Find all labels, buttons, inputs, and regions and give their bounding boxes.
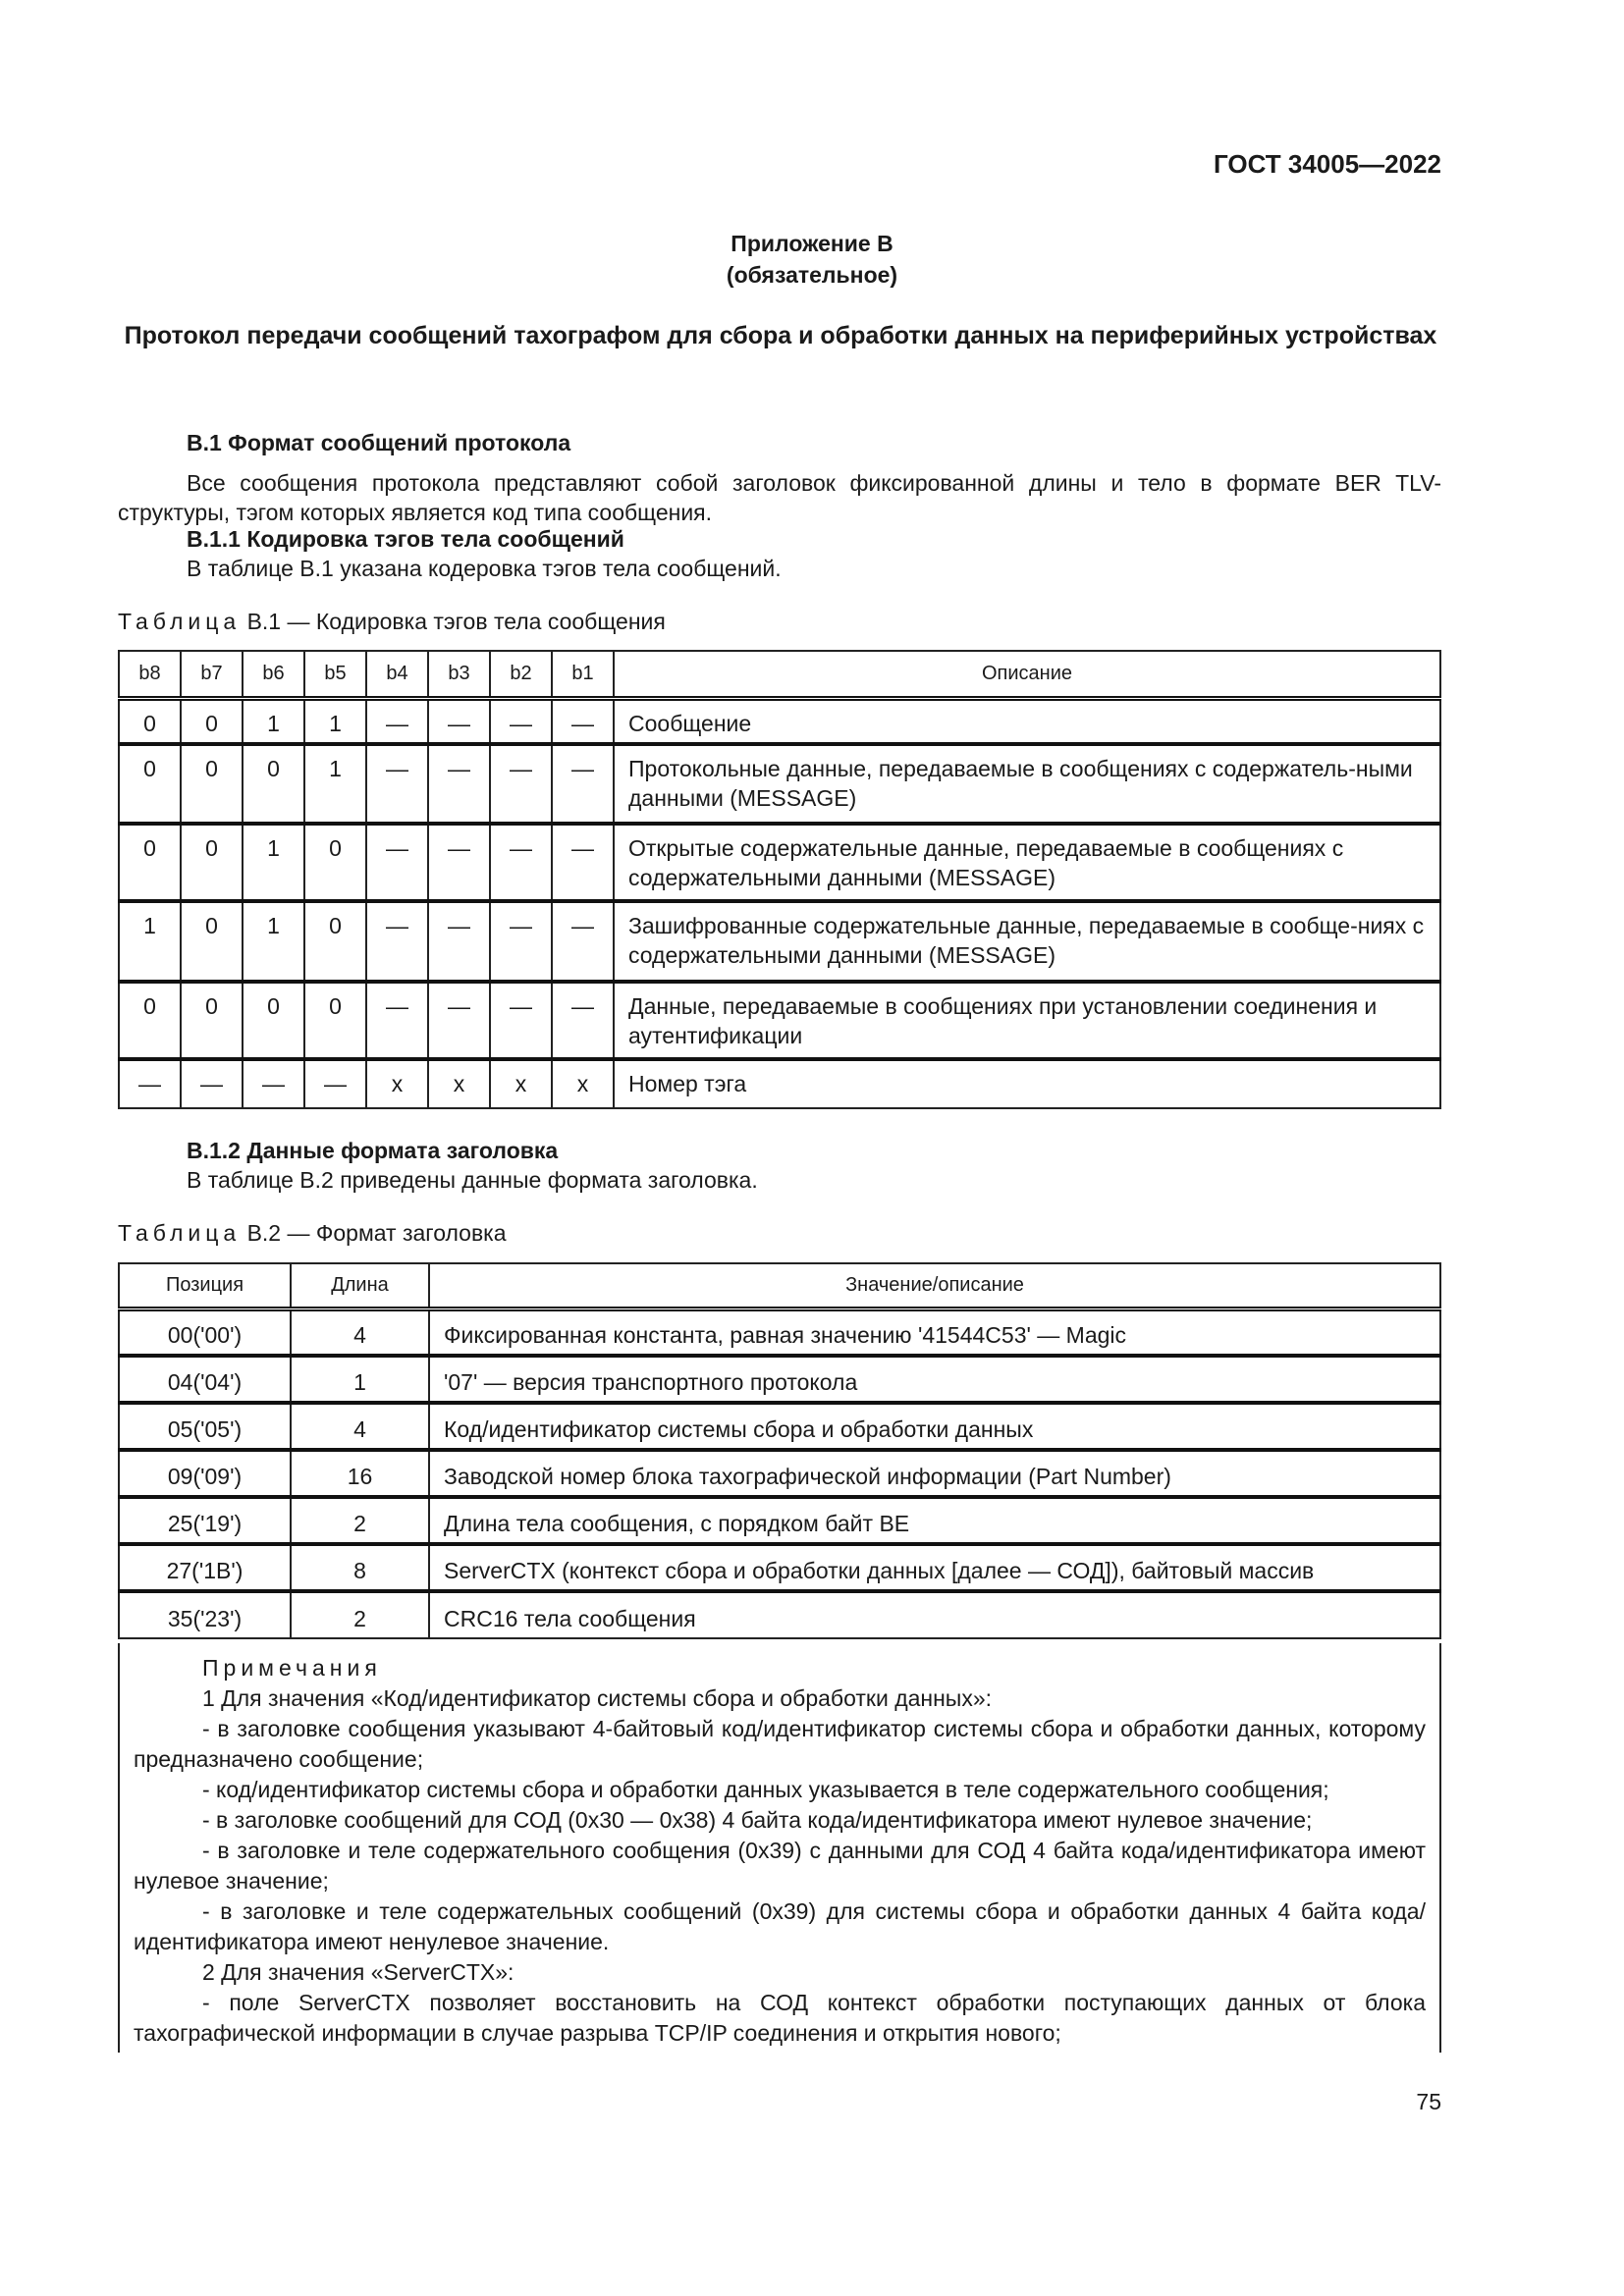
table-header-row bbox=[119, 1263, 1440, 1308]
bit-cell: 0 bbox=[181, 744, 243, 824]
bit-cell: — bbox=[366, 982, 428, 1059]
bit-cell: — bbox=[366, 744, 428, 824]
bit-cell: 0 bbox=[119, 824, 181, 901]
position-cell: 27('1B') bbox=[119, 1544, 291, 1591]
bit-cell: 0 bbox=[243, 744, 304, 824]
bit-cell: 0 bbox=[304, 982, 366, 1059]
description-cell: Номер тэга bbox=[614, 1059, 1440, 1108]
table2-caption-text: В.2 — Формат заголовка bbox=[246, 1220, 507, 1246]
bit-cell: 0 bbox=[181, 698, 243, 744]
note-line: - в заголовке сообщения указывают 4-байтовый код/идентификатор системы сбора и обработки данных, которому предназначено сообщение; bbox=[134, 1716, 1426, 1772]
bit-cell: 0 bbox=[181, 982, 243, 1059]
value-cell: Фиксированная константа, равная значению '41544C53' — Magic bbox=[429, 1308, 1440, 1356]
bit-cell: x bbox=[490, 1059, 552, 1108]
bit-cell: 0 bbox=[243, 982, 304, 1059]
description-cell: Открытые содержательные данные, передаваемые в сообщениях с содержательными данными (MESSAGE) bbox=[614, 824, 1440, 901]
section-b12-text: В таблице В.2 приведены данные формата заголовка. bbox=[187, 1167, 758, 1193]
column-header: Длина bbox=[291, 1263, 429, 1308]
bit-cell: 1 bbox=[243, 901, 304, 982]
bit-cell: x bbox=[366, 1059, 428, 1108]
note-line: - поле ServerCTX позволяет восстановить на СОД контекст обработки поступающих данных от блока тахографической информации в случае разрыва TCP/IP соединения и открытия нового; bbox=[134, 1990, 1426, 2046]
description-cell: Сообщение bbox=[614, 698, 1440, 744]
bit-cell: — bbox=[552, 824, 614, 901]
bit-cell: — bbox=[490, 901, 552, 982]
document-standard-header: ГОСТ 34005—2022 bbox=[1214, 149, 1441, 179]
bit-cell: — bbox=[366, 698, 428, 744]
column-header: Описание bbox=[614, 651, 1440, 698]
bit-cell: 0 bbox=[304, 901, 366, 982]
bit-cell: — bbox=[552, 982, 614, 1059]
bit-cell: — bbox=[490, 824, 552, 901]
position-cell: 09('09') bbox=[119, 1450, 291, 1497]
bit-cell: — bbox=[490, 982, 552, 1059]
description-cell: Данные, передаваемые в сообщениях при установлении соединения и аутентификации bbox=[614, 982, 1440, 1059]
bit-cell: x bbox=[552, 1059, 614, 1108]
section-b12-heading: В.1.2 Данные формата заголовка bbox=[187, 1138, 559, 1163]
bit-cell: — bbox=[119, 1059, 181, 1108]
bit-cell: — bbox=[428, 824, 490, 901]
table1-caption bbox=[118, 607, 1441, 636]
column-header: Значение/описание bbox=[429, 1263, 1440, 1308]
bit-cell: x bbox=[428, 1059, 490, 1108]
bit-cell: — bbox=[304, 1059, 366, 1108]
section-b1-text: Все сообщения протокола представляют собой заголовок фиксированной длины и тело в формате BER TLV-структуры, тэгом которых является код типа сообщения. bbox=[118, 470, 1441, 525]
bit-cell: — bbox=[428, 901, 490, 982]
bit-cell: — bbox=[243, 1059, 304, 1108]
column-header: b4 bbox=[366, 651, 428, 698]
tag-encoding-table bbox=[118, 650, 1441, 1109]
bit-cell: — bbox=[366, 901, 428, 982]
appendix-title: Приложение В bbox=[731, 231, 893, 256]
length-cell: 4 bbox=[291, 1403, 429, 1450]
column-header: b2 bbox=[490, 651, 552, 698]
column-header: b1 bbox=[552, 651, 614, 698]
column-header: b8 bbox=[119, 651, 181, 698]
section-b1-heading: В.1 Формат сообщений протокола bbox=[187, 430, 571, 455]
position-cell: 00('00') bbox=[119, 1308, 291, 1356]
length-cell: 2 bbox=[291, 1591, 429, 1638]
value-cell: Заводской номер блока тахографической информации (Part Number) bbox=[429, 1450, 1440, 1497]
description-cell: Зашифрованные содержательные данные, передаваемые в сообще-ниях с содержательными данными (MESSAGE) bbox=[614, 901, 1440, 982]
note-line: - код/идентификатор системы сбора и обработки данных указывается в теле содержательного сообщения; bbox=[202, 1777, 1329, 1802]
bit-cell: — bbox=[428, 744, 490, 824]
bit-cell: — bbox=[490, 698, 552, 744]
position-cell: 35('23') bbox=[119, 1591, 291, 1638]
bit-cell: 1 bbox=[304, 698, 366, 744]
bit-cell: 0 bbox=[119, 698, 181, 744]
table-row bbox=[119, 744, 1440, 824]
note-line: 2 Для значения «ServerCTX»: bbox=[202, 1959, 514, 1985]
bit-cell: 1 bbox=[243, 698, 304, 744]
note-line: - в заголовке сообщений для СОД (0x30 — 0x38) 4 байта кода/идентификатора имеют нулевое значение; bbox=[202, 1807, 1313, 1833]
bit-cell: — bbox=[552, 744, 614, 824]
value-cell: Код/идентификатор системы сбора и обработки данных bbox=[429, 1403, 1440, 1450]
bit-cell: — bbox=[366, 824, 428, 901]
column-header: b5 bbox=[304, 651, 366, 698]
section-b11-heading: В.1.1 Кодировка тэгов тела сообщений bbox=[187, 526, 624, 552]
bit-cell: 0 bbox=[181, 901, 243, 982]
description-cell: Протокольные данные, передаваемые в сообщениях с содержатель-ными данными (MESSAGE) bbox=[614, 744, 1440, 824]
table-row bbox=[119, 1591, 1440, 1638]
length-cell: 2 bbox=[291, 1497, 429, 1544]
note-line: 1 Для значения «Код/идентификатор системы сбора и обработки данных»: bbox=[202, 1685, 993, 1711]
appendix-heading bbox=[0, 228, 1624, 291]
table-row bbox=[119, 901, 1440, 982]
page-title: Протокол передачи сообщений тахографом для сбора и обработки данных на периферийных устройствах bbox=[124, 322, 1437, 349]
bit-cell: 1 bbox=[119, 901, 181, 982]
value-cell: ServerCTX (контекст сбора и обработки данных [далее — СОД]), байтовый массив bbox=[429, 1544, 1440, 1591]
bit-cell: 0 bbox=[304, 824, 366, 901]
page-number: 75 bbox=[1416, 2089, 1441, 2114]
table-row bbox=[119, 1544, 1440, 1591]
notes-heading: Примечания bbox=[202, 1655, 382, 1681]
section-b11-text: В таблице В.1 указана кодеровка тэгов тела сообщений. bbox=[187, 556, 782, 581]
bit-cell: — bbox=[181, 1059, 243, 1108]
table-header-row bbox=[119, 651, 1440, 698]
bit-cell: — bbox=[428, 982, 490, 1059]
note-line: - в заголовке и теле содержательных сообщений (0x39) для системы сбора и обработки данных 4 байта кода/идентификатора имеют ненулевое значение. bbox=[134, 1898, 1426, 1954]
bit-cell: 0 bbox=[119, 982, 181, 1059]
table-row bbox=[119, 1403, 1440, 1450]
bit-cell: — bbox=[552, 698, 614, 744]
length-cell: 16 bbox=[291, 1450, 429, 1497]
table-row bbox=[119, 1356, 1440, 1403]
bit-cell: 0 bbox=[119, 744, 181, 824]
bit-cell: 1 bbox=[243, 824, 304, 901]
note-line: - в заголовке и теле содержательного сообщения (0x39) с данными для СОД 4 байта кода/идентификатора имеют нулевое значение; bbox=[134, 1838, 1426, 1894]
bit-cell: 0 bbox=[181, 824, 243, 901]
table-notes bbox=[118, 1643, 1441, 2053]
table-row bbox=[119, 982, 1440, 1059]
column-header: Позиция bbox=[119, 1263, 291, 1308]
appendix-status: (обязательное) bbox=[726, 262, 898, 288]
table1-caption-prefix: Таблица bbox=[118, 609, 242, 634]
position-cell: 04('04') bbox=[119, 1356, 291, 1403]
bit-cell: — bbox=[428, 698, 490, 744]
table-row bbox=[119, 1308, 1440, 1356]
value-cell: Длина тела сообщения, с порядком байт BE bbox=[429, 1497, 1440, 1544]
length-cell: 4 bbox=[291, 1308, 429, 1356]
position-cell: 25('19') bbox=[119, 1497, 291, 1544]
table-row bbox=[119, 1497, 1440, 1544]
bit-cell: — bbox=[552, 901, 614, 982]
bit-cell: — bbox=[490, 744, 552, 824]
value-cell: '07' — версия транспортного протокола bbox=[429, 1356, 1440, 1403]
length-cell: 1 bbox=[291, 1356, 429, 1403]
column-header: b6 bbox=[243, 651, 304, 698]
column-header: b7 bbox=[181, 651, 243, 698]
table-row bbox=[119, 824, 1440, 901]
value-cell: CRC16 тела сообщения bbox=[429, 1591, 1440, 1638]
bit-cell: 1 bbox=[304, 744, 366, 824]
length-cell: 8 bbox=[291, 1544, 429, 1591]
column-header: b3 bbox=[428, 651, 490, 698]
table2-caption-prefix: Таблица bbox=[118, 1220, 242, 1246]
position-cell: 05('05') bbox=[119, 1403, 291, 1450]
table-row bbox=[119, 698, 1440, 744]
table-row bbox=[119, 1059, 1440, 1108]
table1-caption-text: В.1 — Кодировка тэгов тела сообщения bbox=[246, 609, 666, 634]
table2-caption bbox=[118, 1218, 1441, 1248]
header-format-table bbox=[118, 1262, 1441, 1639]
table-row bbox=[119, 1450, 1440, 1497]
